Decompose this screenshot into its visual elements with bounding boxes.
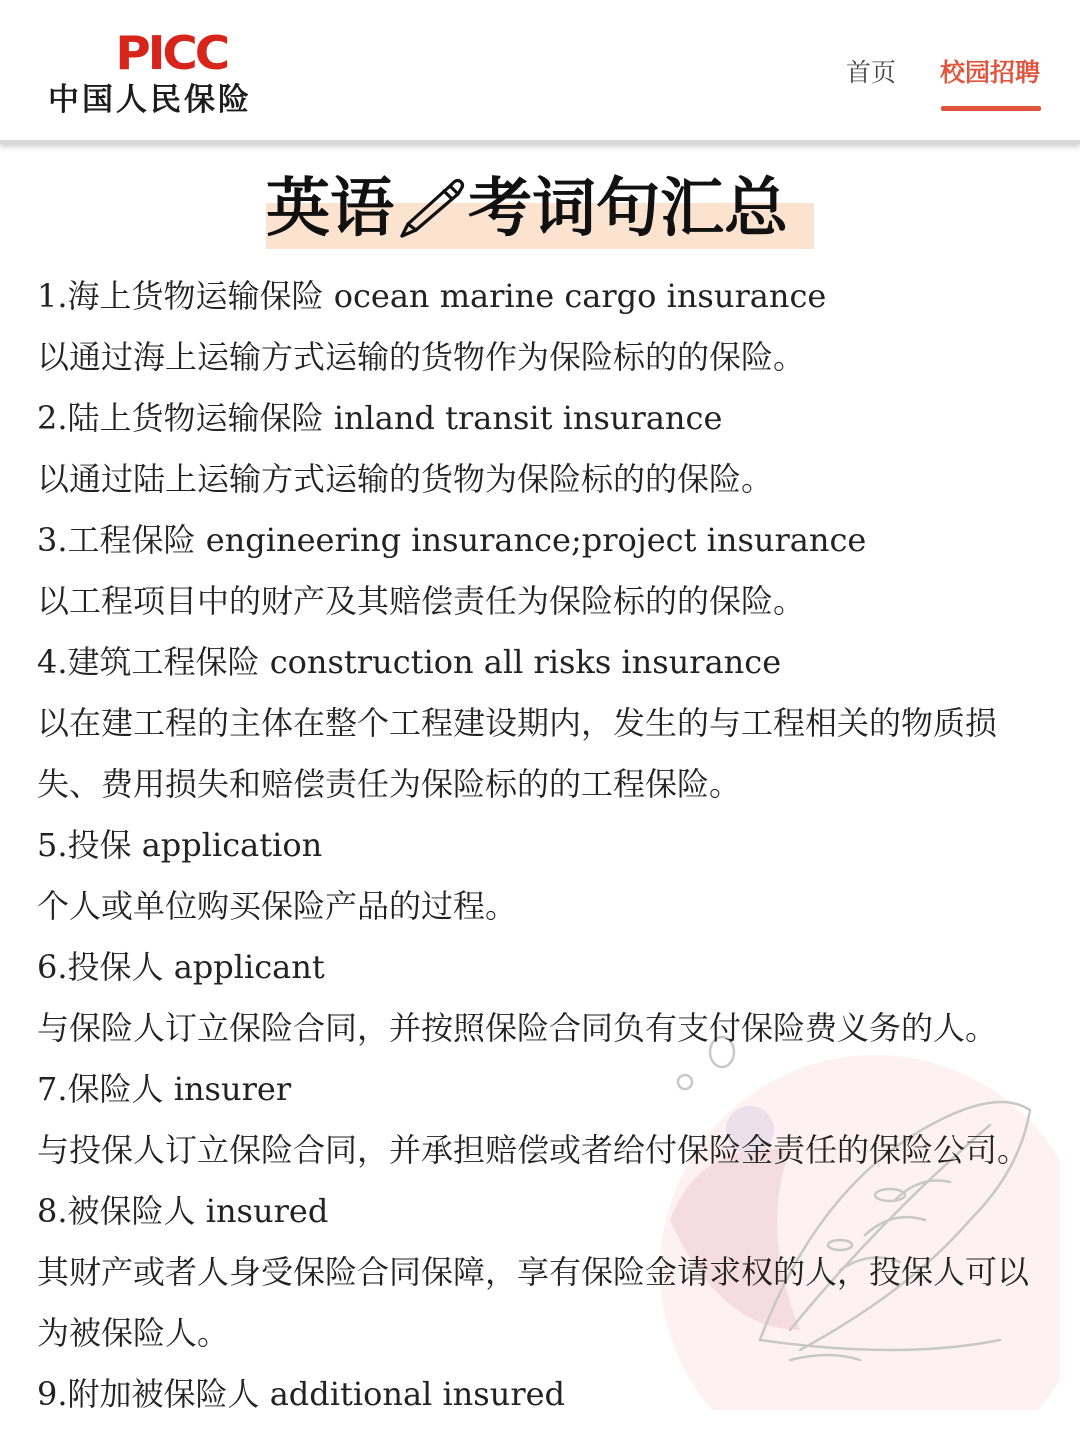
logo-chinese-name: 中国人民保险 [48, 82, 252, 118]
entry-4-definition-line-2: 失、费用损失和赔偿责任为保险标的的工程保险。 [37, 765, 742, 803]
entry-2-term: 2.陆上货物运输保险 inland transit insurance [37, 399, 723, 437]
logo-wordmark: PICC [115, 26, 228, 80]
entry-3-term: 3.工程保险 engineering insurance;project insurance [37, 521, 867, 559]
entry-8-term: 8.被保险人 insured [37, 1192, 329, 1230]
title-part-english: 英语 [266, 172, 394, 246]
top-header [0, 0, 1080, 144]
page-title [266, 168, 814, 250]
title-part-summary: 考词句汇总 [468, 172, 788, 246]
entry-8-definition-line-2: 为被保险人。 [37, 1314, 230, 1352]
entry-4-term: 4.建筑工程保险 construction all risks insurance [37, 643, 782, 681]
entry-7-definition: 与投保人订立保险合同，并承担赔偿或者给付保险金责任的保险公司。 [37, 1131, 1030, 1169]
entry-9-term: 9.附加被保险人 additional insured [37, 1375, 566, 1413]
entry-6-term: 6.投保人 applicant [37, 948, 325, 986]
picc-logo[interactable] [48, 26, 298, 125]
nav-campus-recruitment[interactable]: 校园招聘 [940, 58, 1041, 87]
entry-6-definition: 与保险人订立保险合同，并按照保险合同负有支付保险费义务的人。 [37, 1009, 998, 1047]
entry-8-definition-line-1: 其财产或者人身受保险合同保障，享有保险金请求权的人，投保人可以 [37, 1253, 1030, 1291]
pen-icon [394, 168, 468, 250]
vocabulary-list [37, 266, 1047, 1425]
nav-active-indicator [941, 106, 1041, 111]
entry-4-definition-line-1: 以在建工程的主体在整个工程建设期内，发生的与工程相关的物质损 [37, 704, 998, 742]
entry-2-definition: 以通过陆上运输方式运输的货物为保险标的的保险。 [37, 460, 774, 498]
entry-3-definition: 以工程项目中的财产及其赔偿责任为保险标的的保险。 [37, 582, 806, 620]
entry-1-definition: 以通过海上运输方式运输的货物作为保险标的的保险。 [37, 338, 806, 376]
entry-7-term: 7.保险人 insurer [37, 1070, 292, 1108]
entry-5-term: 5.投保 application [37, 826, 323, 864]
nav-home[interactable]: 首页 [846, 58, 897, 87]
entry-5-definition: 个人或单位购买保险产品的过程。 [37, 887, 518, 925]
entry-1-term: 1.海上货物运输保险 ocean marine cargo insurance [37, 277, 827, 315]
